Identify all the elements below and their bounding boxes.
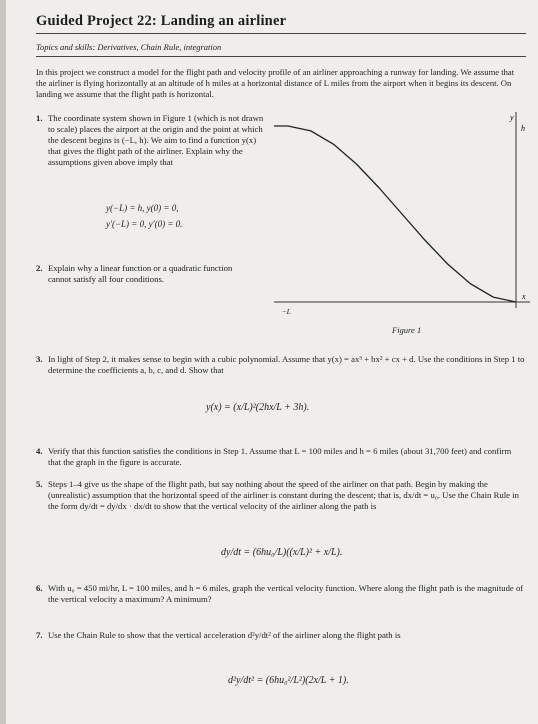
figure-caption: Figure 1	[392, 325, 422, 335]
step-4	[36, 446, 528, 472]
flight-path-curve	[274, 126, 516, 302]
formula-y	[206, 402, 309, 413]
step-text: Verify that this function satisfies the conditions in Step 1. Assume that L = 100 miles and h = 6 miles (about 31,700 feet) and confirm that the graph in the figure is accurate.	[48, 446, 512, 467]
formula-acceleration	[228, 675, 349, 686]
flight-path-figure	[274, 112, 530, 320]
formula-y-lhs: y(x) =	[206, 402, 231, 413]
step-7	[36, 630, 528, 656]
y-axis-label: y	[510, 113, 514, 122]
intro-paragraph: In this project we construct a model for the flight path and velocity profile of an airliner approaching a runway for landing. We assume that the airliner is flying horizontally at an altitude of h miles at a horizontal distance of L miles from the airport when it begins its descent. On landing we assume that the flight path is horizontal.	[36, 67, 515, 99]
step-2	[36, 263, 268, 293]
step-text: In light of Step 2, it makes sense to begin with a cubic polynomial. Assume that y(x) = ax³ + bx² + cx + d. Use the conditions in Step 1 to determine the coefficients a, b, c, and d. Show that	[48, 354, 525, 375]
condition-line-2: y′(−L) = 0, y′(0) = 0.	[106, 219, 183, 229]
step-number: 6.	[36, 583, 43, 593]
formula-v-rhs: (6hu₀/L)((x/L)² + x/L).	[252, 547, 343, 558]
title-rule	[36, 33, 526, 34]
step-number: 1.	[36, 113, 43, 123]
step-5	[36, 479, 528, 539]
step-text: Steps 1–4 give us the shape of the flight path, but say nothing about the speed of the airliner on that path. Begin by making the (unrealistic) assumption that the horizontal speed of the airliner is constant during the descent; that is, dx/dt = u₀. Use the Chain Rule in the form dy/dt = dy/dx · dx/dt to show that the vertical velocity of the airliner along the path is	[48, 479, 519, 511]
h-tick-label: h	[521, 124, 525, 133]
formula-y-rhs: (x/L)²(2hx/L + 3h).	[233, 402, 310, 413]
step-text: Explain why a linear function or a quadratic function cannot satisfy all four conditions.	[48, 263, 233, 284]
step-number: 2.	[36, 263, 43, 273]
formula-v-lhs: dy/dt =	[221, 547, 251, 558]
document-page	[6, 0, 538, 724]
formula-a-lhs: d²y/dt² =	[228, 675, 264, 686]
step-number: 4.	[36, 446, 43, 456]
x-axis-label: x	[522, 292, 526, 301]
step-1	[36, 113, 268, 193]
step-text: The coordinate system shown in Figure 1 (which is not drawn to scale) places the airport at the origin and the point at which the descent begins is (−L, h). We aim to find a function y(x) that gives the flight path of the airliner. Explain why the assumptions given above imply that	[48, 113, 264, 167]
step-number: 5.	[36, 479, 43, 489]
topics-line: Topics and skills: Derivatives, Chain Rule, integration	[36, 42, 222, 52]
step-text: With u₀ = 450 mi/hr, L = 100 miles, and h = 6 miles, graph the vertical velocity function. Where along the flight path is the magnitude of the vertical velocity a maximum? A minimum?	[48, 583, 524, 604]
neg-l-tick-label: −L	[282, 308, 291, 316]
formula-a-rhs: (6hu₀²/L²)(2x/L + 1).	[265, 675, 349, 686]
formula-velocity	[221, 547, 342, 558]
step-6	[36, 583, 528, 609]
step-text: Use the Chain Rule to show that the vertical acceleration d²y/dt² of the airliner along the flight path is	[48, 630, 401, 640]
topics-rule	[36, 56, 526, 57]
step-3	[36, 354, 528, 380]
page-title: Guided Project 22: Landing an airliner	[36, 13, 287, 29]
condition-line-1: y(−L) = h, y(0) = 0,	[106, 203, 179, 213]
step-number: 3.	[36, 354, 43, 364]
step-number: 7.	[36, 630, 43, 640]
